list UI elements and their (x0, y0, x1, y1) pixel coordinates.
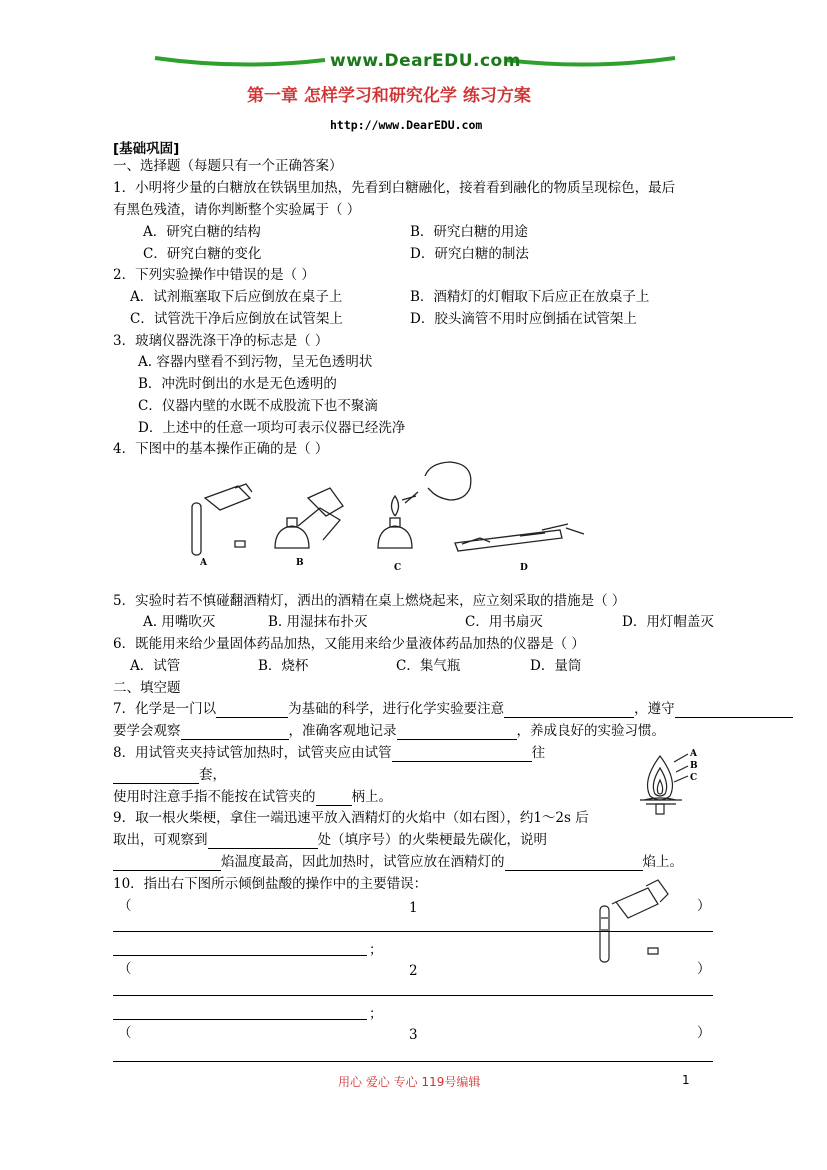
q7-text2: 为基础的科学，进行化学实验要注意 (288, 701, 505, 717)
q10-paren-close-1: ） (697, 898, 711, 914)
q4-figure (180, 458, 600, 578)
q6-option-c: C．集气瓶 (396, 658, 461, 674)
q3-stem: 3．玻璃仪器洗涤干净的标志是（ ） (113, 333, 329, 349)
flame-label-a: A (690, 749, 697, 759)
q10-answer-line-4[interactable] (113, 1019, 367, 1020)
q6-option-d: D．量筒 (530, 658, 582, 674)
q7-text4: 要学会观察 (113, 723, 181, 739)
q7-text3: ，遵守 (634, 701, 675, 717)
q4-label-a: A (200, 558, 207, 568)
q10-paren-close-2: ） (697, 961, 711, 977)
q6-stem: 6．既能用来给少量固体药品加热，又能用来给少量液体药品加热的仪器是（ ） (113, 636, 585, 652)
q6-option-a: A．试管 (130, 658, 181, 674)
q6-option-b: B．烧杯 (258, 658, 309, 674)
footer-text: 用心 爱心 专心 119号编辑 (338, 1075, 481, 1089)
q1-option-d: D．研究白糖的制法 (410, 246, 529, 262)
q8-text4: 使用时注意手指不能按在试管夹的 (113, 789, 316, 805)
q9-text1: 取出，可观察到 (113, 832, 208, 848)
q8-text2: 往 (531, 745, 546, 761)
page-title: 第一章 怎样学习和研究化学 练习方案 (247, 86, 531, 106)
q1-option-a: A．研究白糖的结构 (143, 224, 261, 240)
q7-line1 (113, 700, 793, 718)
section-heading: [基础巩固] (113, 141, 180, 157)
q7-text5: ，准确客观地记录 (288, 723, 397, 739)
q10-figure (578, 878, 674, 964)
q10-number-2: 2 (409, 963, 418, 979)
q4-stem: 4．下图中的基本操作正确的是（ ） (113, 441, 329, 457)
q10-paren-close-3: ） (697, 1025, 711, 1041)
q7-line2 (113, 722, 665, 740)
q8-line2 (113, 766, 226, 784)
q7-blank4[interactable] (181, 725, 289, 740)
q7-text6: ，养成良好的实验习惯。 (516, 723, 665, 739)
q4-label-c: C (394, 563, 402, 573)
q7-blank2[interactable] (504, 703, 634, 718)
q7-blank1[interactable] (216, 703, 288, 718)
page-number: 1 (682, 1073, 690, 1087)
q10-number-3: 3 (409, 1027, 418, 1043)
q2-option-c: C．试管洗干净后应倒放在试管架上 (130, 311, 343, 327)
q2-stem: 2．下列实验操作中错误的是（ ） (113, 267, 315, 283)
q9-text4: 焰上。 (642, 854, 683, 870)
q8-line3 (113, 788, 392, 806)
header-url[interactable]: http://www.DearEDU.com (330, 118, 483, 132)
q2-option-b: B．酒精灯的灯帽取下后应正在放桌子上 (410, 289, 650, 305)
q3-option-a: A. 容器内壁看不到污物，呈无色透明状 (138, 354, 373, 370)
q3-option-c: C．仪器内壁的水既不成股流下也不聚滴 (138, 398, 378, 414)
q8-blank1[interactable] (392, 747, 532, 762)
q10-paren-open-3: （ (118, 1025, 132, 1041)
q10-answer-line-3[interactable] (113, 995, 713, 996)
q3-option-d: D．上述中的任意一项均可表示仪器已经洗净 (138, 420, 406, 436)
q10-semicolon-2: ； (369, 1006, 383, 1022)
q1-option-c: C．研究白糖的变化 (143, 246, 262, 262)
q8-line1 (113, 744, 545, 762)
q9-line2 (113, 831, 547, 849)
q9-blank3[interactable] (505, 856, 643, 871)
q9-line3 (113, 853, 683, 871)
q10-paren-open-2: （ (118, 961, 132, 977)
q8-blank2[interactable] (113, 769, 199, 784)
q10-answer-line-5[interactable] (113, 1061, 713, 1062)
q8-text3: 套， (199, 767, 226, 783)
q4-label-b: B (296, 558, 304, 568)
site-logo: www.DearEDU.com (330, 51, 521, 71)
q8-text1: 8．用试管夹夹持试管加热时，试管夹应由试管 (113, 745, 392, 761)
part1-heading: 一、选择题（每题只有一个正确答案） (113, 158, 343, 174)
q4-label-d: D (520, 563, 528, 573)
q3-option-b: B．冲洗时倒出的水是无色透明的 (138, 376, 337, 392)
q9-blank1[interactable] (208, 834, 318, 849)
q9-text2: 处（填序号）的火柴梗最先碳化，说明 (317, 832, 547, 848)
q9-text3: 焰温度最高，因此加热时，试管应放在酒精灯的 (221, 854, 505, 870)
q2-option-a: A．试剂瓶塞取下后应倒放在桌子上 (130, 289, 343, 305)
q9-blank2[interactable] (113, 856, 221, 871)
q10-answer-line-2[interactable] (113, 955, 367, 956)
q8-text5: 柄上。 (351, 789, 392, 805)
q10-number-1: 1 (409, 900, 418, 916)
q2-option-d: D．胶头滴管不用时应倒插在试管架上 (410, 311, 637, 327)
q5-option-b: B. 用湿抹布扑灭 (268, 614, 368, 630)
q10-answer-line-1[interactable] (113, 931, 713, 932)
q7-text1: 7．化学是一门以 (113, 701, 217, 717)
q1-line1: 1．小明将少量的白糖放在铁锅里加热，先看到白糖融化，接着看到融化的物质呈现棕色，最后 (113, 180, 676, 196)
q5-option-d: D．用灯帽盖灭 (622, 614, 714, 630)
q8-blank3[interactable] (316, 791, 352, 806)
q5-option-c: C．用书扇灭 (465, 614, 543, 630)
q7-blank3[interactable] (675, 703, 793, 718)
q1-line2: 有黑色残渣，请你判断整个实验属于（ ） (113, 202, 361, 218)
flame-label-b: B (690, 761, 698, 771)
q10-stem: 10．指出右下图所示倾倒盐酸的操作中的主要错误： (113, 876, 428, 892)
q10-paren-open-1: （ (118, 898, 132, 914)
part2-heading: 二、填空题 (113, 680, 181, 696)
flame-label-c: C (690, 773, 698, 783)
q1-option-b: B．研究白糖的用途 (410, 224, 528, 240)
q5-stem: 5．实验时若不慎碰翻酒精灯，洒出的酒精在桌上燃烧起来，应立刻采取的措施是（ ） (113, 593, 626, 609)
q9-line1: 9．取一根火柴梗，拿住一端迅速平放入酒精灯的火焰中（如右图），约1～2s 后 (113, 810, 589, 826)
q7-blank5[interactable] (397, 725, 517, 740)
q5-option-a: A. 用嘴吹灭 (143, 614, 216, 630)
q10-semicolon-1: ； (369, 942, 383, 958)
